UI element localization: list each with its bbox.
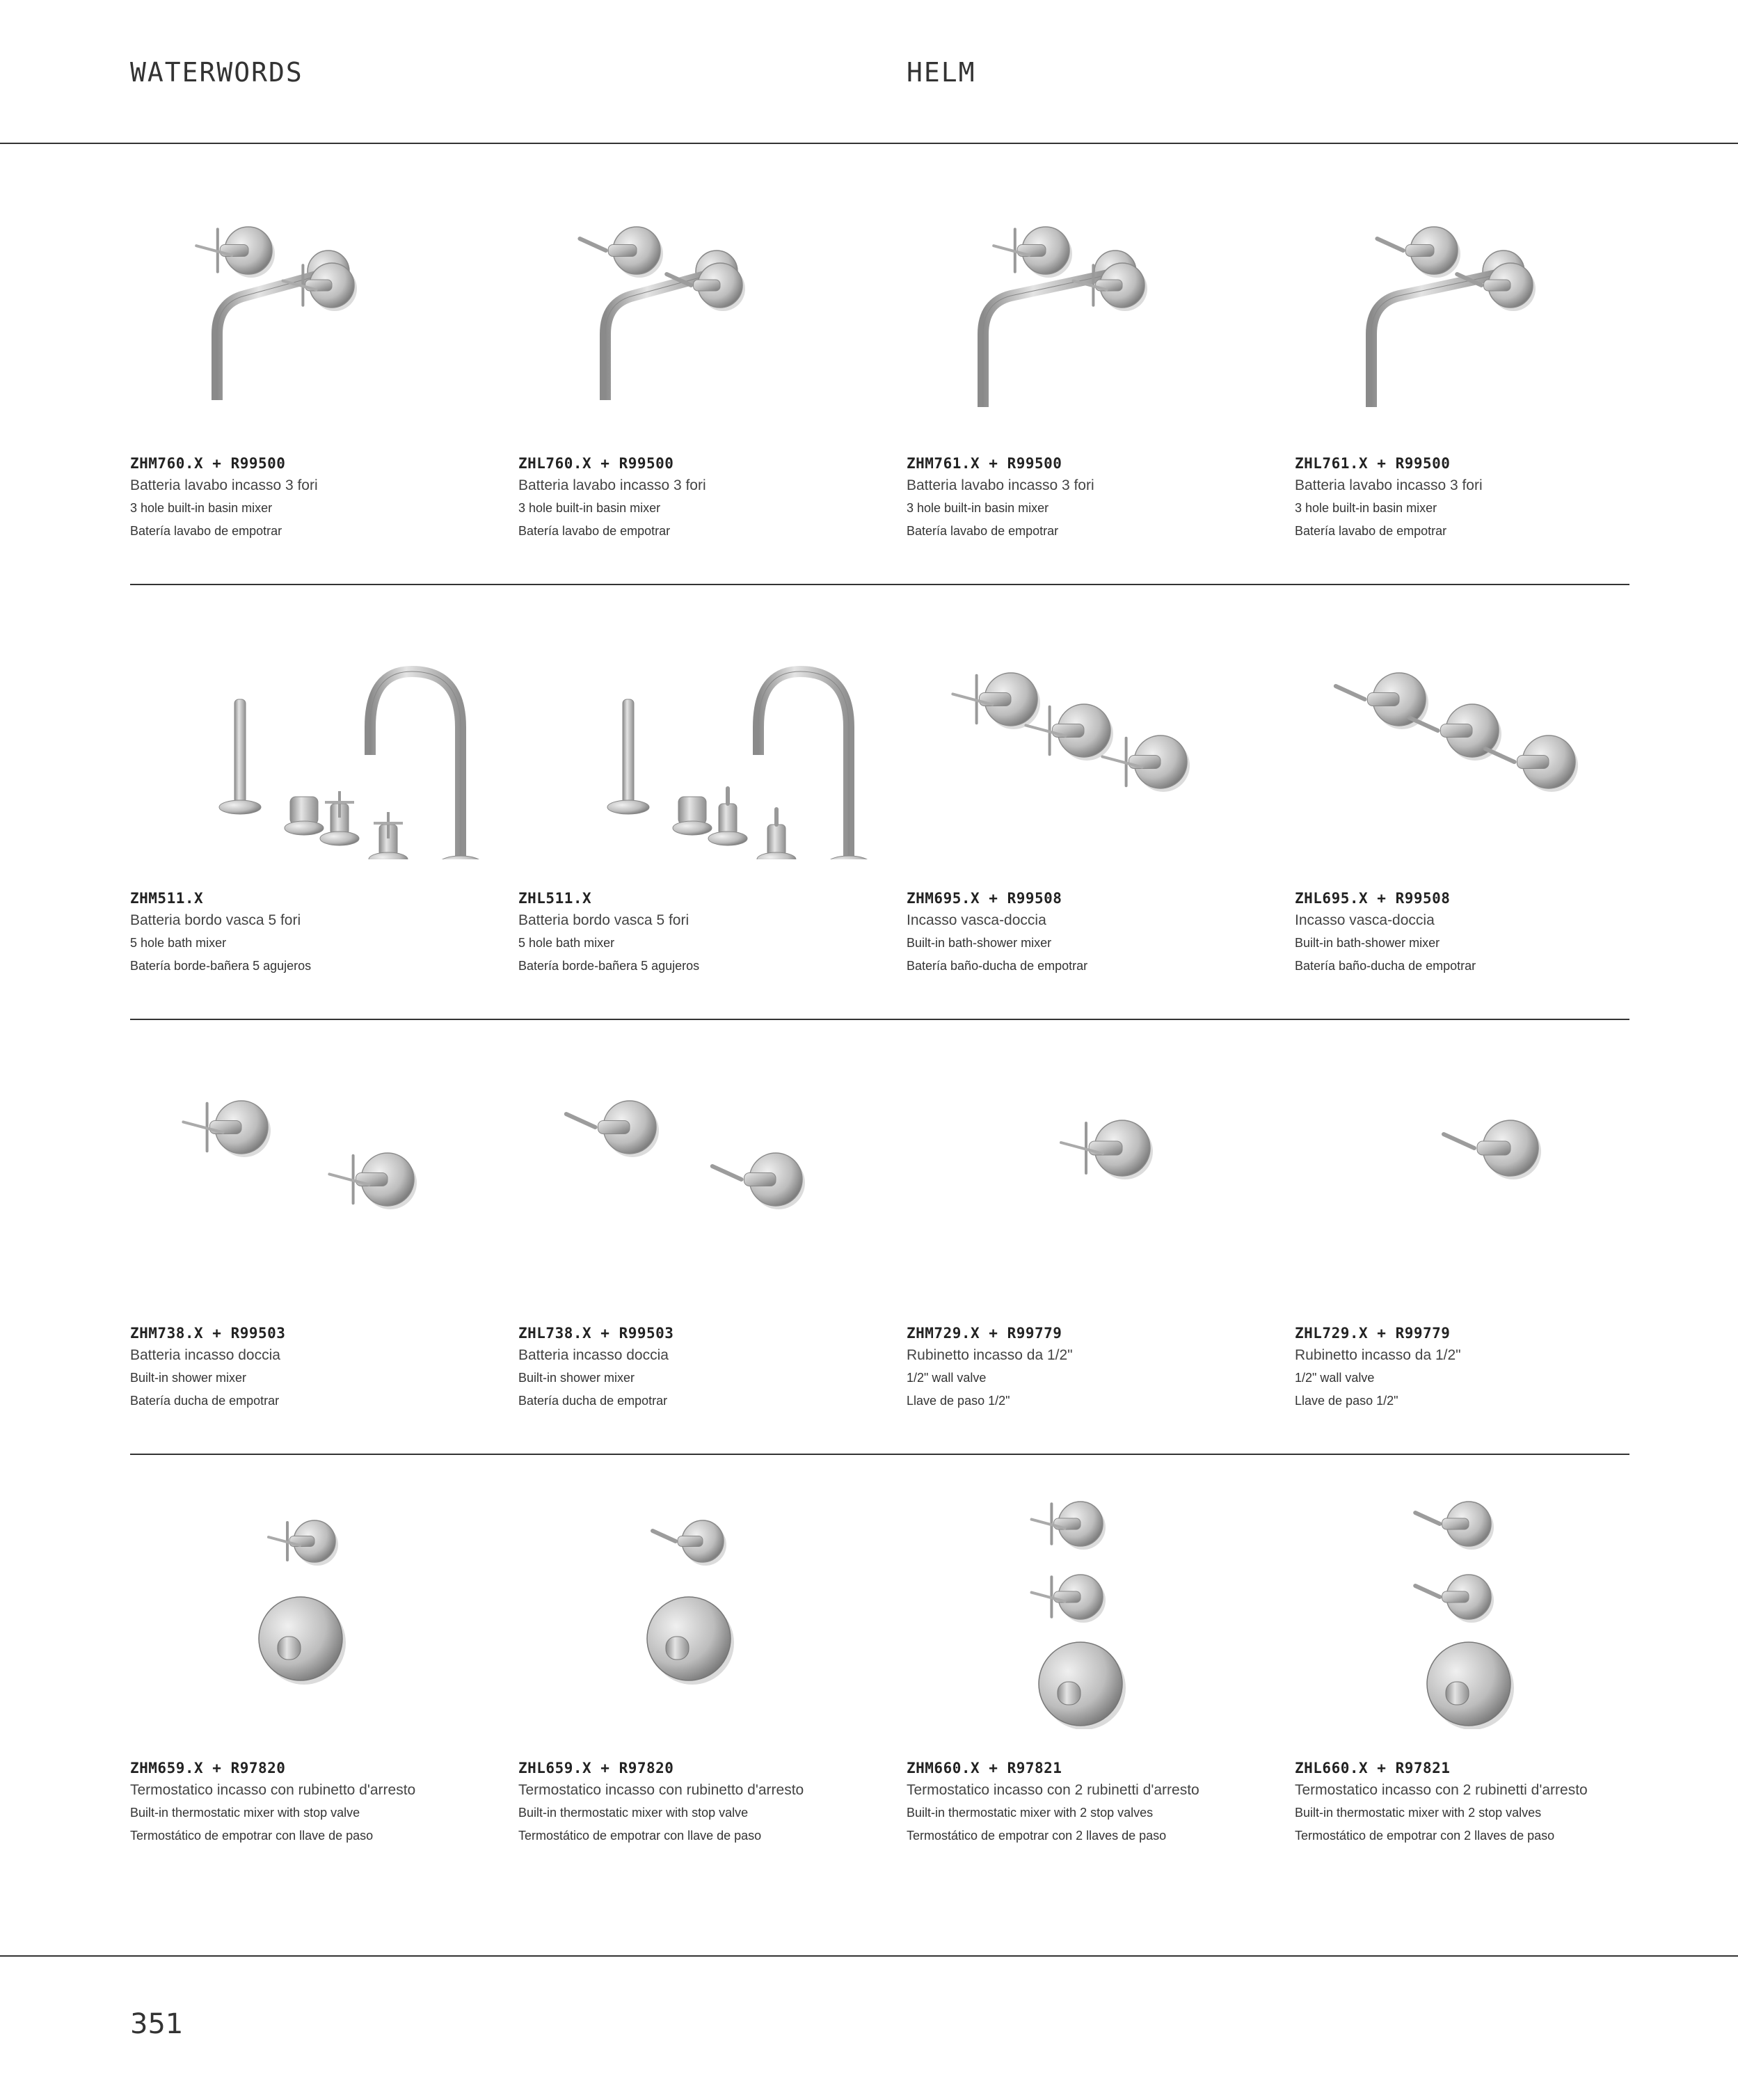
product-code: ZHM659.X + R97820: [130, 1760, 286, 1776]
product-name-english: 3 hole built-in basin mixer: [130, 501, 273, 515]
thermostatic-2-valves-lever-icon: [1295, 1479, 1671, 1729]
product-text: [518, 452, 894, 543]
brand-name: WATERWORDS: [130, 57, 303, 88]
product-name-english: Built-in bath-shower mixer: [1295, 936, 1440, 950]
product-name-italian: Termostatico incasso con 2 rubinetti d'arresto: [907, 1782, 1199, 1798]
product-name-spanish: Llave de paso 1/2": [1295, 1394, 1398, 1408]
product-name-english: 1/2" wall valve: [907, 1371, 987, 1385]
product-name-italian: Rubinetto incasso da 1/2": [1295, 1347, 1461, 1363]
product-name-spanish: Batería ducha de empotrar: [130, 1394, 280, 1408]
product-name-english: Built-in shower mixer: [518, 1371, 635, 1385]
product-name-italian: Batteria lavabo incasso 3 fori: [1295, 477, 1483, 493]
product-name-english: Built-in shower mixer: [130, 1371, 247, 1385]
product-code: ZHL729.X + R99779: [1295, 1325, 1451, 1342]
product-text: [1295, 1757, 1671, 1847]
product-name-italian: Incasso vasca-doccia: [1295, 912, 1435, 928]
product-text: [518, 1322, 894, 1413]
product-name-italian: Termostatico incasso con rubinetto d'arresto: [518, 1782, 804, 1798]
wall-basin-mixer-lever-icon: [518, 174, 894, 424]
wall-basin-mixer-cross-icon: [130, 174, 506, 424]
product-name-italian: Batteria lavabo incasso 3 fori: [907, 477, 1094, 493]
product-text: [1295, 452, 1671, 543]
product-name-english: 3 hole built-in basin mixer: [518, 501, 661, 515]
product-name-spanish: Batería lavabo de empotrar: [1295, 524, 1447, 538]
product-code: ZHL760.X + R99500: [518, 455, 674, 472]
series-name: HELM: [907, 57, 976, 88]
product-text: [1295, 887, 1671, 978]
footer-divider: [0, 1955, 1738, 1957]
shower-mixer-2-valves-cross-icon: [130, 1044, 506, 1294]
wall-valve-cross-icon: [907, 1044, 1282, 1294]
product-code: ZHL659.X + R97820: [518, 1760, 674, 1776]
product-name-spanish: Batería ducha de empotrar: [518, 1394, 668, 1408]
product-name-italian: Incasso vasca-doccia: [907, 912, 1046, 928]
product-name-english: 3 hole built-in basin mixer: [907, 501, 1049, 515]
product-name-italian: Rubinetto incasso da 1/2": [907, 1347, 1073, 1363]
product-name-english: Built-in thermostatic mixer with stop valve: [130, 1806, 360, 1820]
product-name-english: 5 hole bath mixer: [518, 936, 615, 950]
product-name-spanish: Batería borde-bañera 5 agujeros: [518, 959, 700, 973]
product-code: ZHL660.X + R97821: [1295, 1760, 1451, 1776]
product-name-english: 1/2" wall valve: [1295, 1371, 1375, 1385]
product-name-spanish: Batería lavabo de empotrar: [907, 524, 1059, 538]
product-name-italian: Termostatico incasso con rubinetto d'arresto: [130, 1782, 416, 1798]
product-name-english: Built-in thermostatic mixer with 2 stop valves: [907, 1806, 1154, 1820]
product-text: [518, 1757, 894, 1847]
bath-shower-3-valves-cross-icon: [907, 609, 1282, 859]
product-text: [130, 1322, 506, 1413]
product-name-spanish: Batería baño-ducha de empotrar: [907, 959, 1088, 973]
row-divider: [130, 1454, 1629, 1455]
product-name-spanish: Llave de paso 1/2": [907, 1394, 1010, 1408]
product-text: [130, 452, 506, 543]
product-name-english: Built-in thermostatic mixer with 2 stop valves: [1295, 1806, 1542, 1820]
thermostatic-1-valve-cross-icon: [130, 1479, 506, 1729]
product-code: ZHL511.X: [518, 890, 592, 907]
thermostatic-2-valves-cross-icon: [907, 1479, 1282, 1729]
product-code: ZHM660.X + R97821: [907, 1760, 1062, 1776]
bath-shower-3-valves-lever-icon: [1295, 609, 1671, 859]
product-code: ZHL738.X + R99503: [518, 1325, 674, 1342]
product-code: ZHM761.X + R99500: [907, 455, 1062, 472]
product-code: ZHM738.X + R99503: [130, 1325, 286, 1342]
product-text: [907, 452, 1282, 543]
product-text: [907, 1757, 1282, 1847]
product-text: [907, 887, 1282, 978]
header-divider: [0, 143, 1738, 144]
product-text: [518, 887, 894, 978]
product-name-italian: Batteria bordo vasca 5 fori: [130, 912, 301, 928]
product-name-italian: Batteria lavabo incasso 3 fori: [130, 477, 318, 493]
shower-mixer-2-valves-lever-icon: [518, 1044, 894, 1294]
product-code: ZHM695.X + R99508: [907, 890, 1062, 907]
page-number: 351: [130, 2008, 184, 2040]
product-text: [130, 887, 506, 978]
product-text: [1295, 1322, 1671, 1413]
wall-basin-mixer-long-cross-icon: [907, 174, 1282, 424]
product-name-spanish: Termostático de empotrar con 2 llaves de paso: [907, 1829, 1167, 1843]
product-name-spanish: Termostático de empotrar con llave de paso: [518, 1829, 762, 1843]
product-name-english: Built-in thermostatic mixer with stop valve: [518, 1806, 749, 1820]
wall-basin-mixer-long-lever-icon: [1295, 174, 1671, 424]
product-text: [130, 1757, 506, 1847]
product-name-italian: Batteria bordo vasca 5 fori: [518, 912, 689, 928]
product-text: [907, 1322, 1282, 1413]
product-name-italian: Batteria incasso doccia: [130, 1347, 280, 1363]
product-name-spanish: Batería borde-bañera 5 agujeros: [130, 959, 312, 973]
product-code: ZHM511.X: [130, 890, 204, 907]
bath-mixer-5-hole-lever-icon: [518, 609, 894, 859]
product-name-spanish: Batería lavabo de empotrar: [130, 524, 282, 538]
product-name-italian: Batteria lavabo incasso 3 fori: [518, 477, 706, 493]
bath-mixer-5-hole-cross-icon: [130, 609, 506, 859]
product-name-spanish: Termostático de empotrar con 2 llaves de paso: [1295, 1829, 1555, 1843]
product-name-italian: Batteria incasso doccia: [518, 1347, 669, 1363]
product-code: ZHM729.X + R99779: [907, 1325, 1062, 1342]
product-name-spanish: Batería baño-ducha de empotrar: [1295, 959, 1476, 973]
product-name-spanish: Batería lavabo de empotrar: [518, 524, 671, 538]
product-name-english: Built-in bath-shower mixer: [907, 936, 1052, 950]
product-code: ZHL695.X + R99508: [1295, 890, 1451, 907]
product-name-english: 3 hole built-in basin mixer: [1295, 501, 1437, 515]
product-code: ZHL761.X + R99500: [1295, 455, 1451, 472]
thermostatic-1-valve-lever-icon: [518, 1479, 894, 1729]
row-divider: [130, 1019, 1629, 1020]
product-code: ZHM760.X + R99500: [130, 455, 286, 472]
product-name-english: 5 hole bath mixer: [130, 936, 227, 950]
row-divider: [130, 584, 1629, 585]
product-name-italian: Termostatico incasso con 2 rubinetti d'arresto: [1295, 1782, 1588, 1798]
wall-valve-lever-icon: [1295, 1044, 1671, 1294]
product-name-spanish: Termostático de empotrar con llave de paso: [130, 1829, 374, 1843]
